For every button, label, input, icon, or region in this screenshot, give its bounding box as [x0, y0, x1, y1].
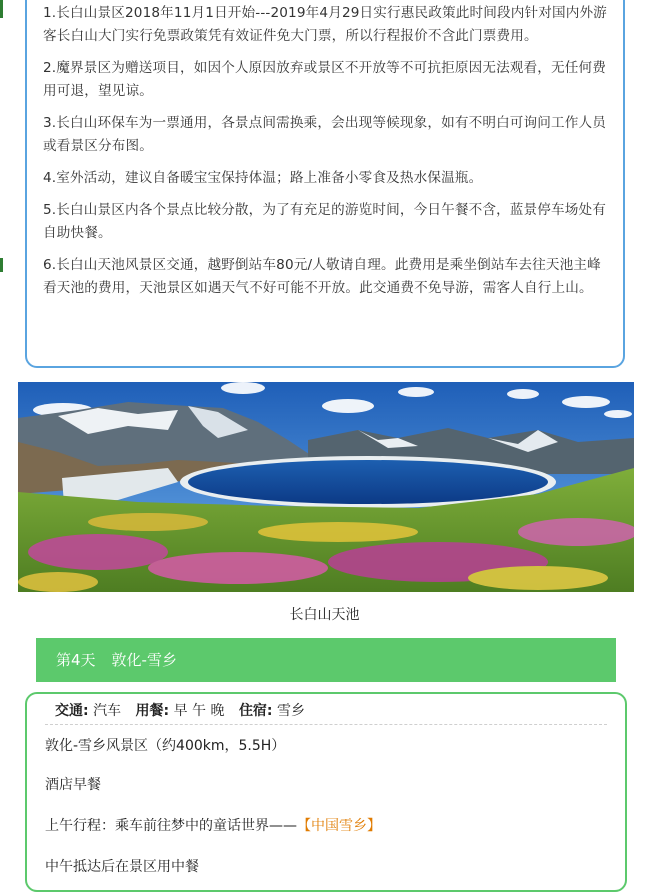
note-item: 3.长白山环保车为一票通用，各景点间需换乘，会出现等候现象，如有不明白可询问工作人员或看景区分布图。	[43, 115, 607, 154]
transport-value: 汽车	[93, 703, 122, 719]
lodging-value: 雪乡	[277, 703, 305, 719]
breakfast-line: 酒店早餐	[45, 777, 101, 793]
lodging-label: 住宿:	[238, 703, 273, 719]
note-item: 1.长白山景区2018年11月1日开始---2019年4月29日实行惠民政策此时间段内针对国内外游客长白山大门实行免票政策凭有效证件免大门票，所以行程报价不含此门票费用。	[43, 5, 607, 44]
meals-value: 早 午 晚	[173, 703, 225, 719]
note-item: 2.魔界景区为赠送项目，如因个人原因放弃或景区不开放等不可抗拒原因无法观看，无任何费用可退，望见谅。	[43, 60, 607, 99]
note-item: 4.室外活动，建议自备暖宝宝保持体温；路上准备小零食及热水保温瓶。	[43, 170, 483, 186]
destination-highlight: 【中国雪乡】	[297, 818, 381, 834]
morning-itinerary	[45, 817, 607, 835]
route-distance: 敦化-雪乡风景区（约400km，5.5H）	[45, 738, 286, 754]
notes-panel	[25, 0, 625, 368]
day-meta-row	[45, 694, 607, 725]
day-label: 第4天	[56, 651, 96, 669]
edge-marker	[0, 258, 3, 272]
lunch-line: 中午抵达后在景区用中餐	[45, 859, 199, 875]
day-route: 敦化-雪乡	[111, 651, 177, 669]
tianchi-lake-photo	[18, 382, 634, 592]
day-header	[36, 638, 616, 682]
transport-label: 交通:	[55, 703, 89, 719]
note-item: 6.长白山天池风景区交通，越野倒站车80元/人敬请自理。此费用是乘坐倒站车去往天池主峰看天池的费用，天池景区如遇天气不好可能不开放。此交通费不免导游，需客人自行上山。	[43, 257, 601, 296]
note-item: 5.长白山景区内各个景点比较分散，为了有充足的游览时间，今日午餐不含，蓝景停车场处有自助快餐。	[43, 202, 607, 241]
edge-marker	[0, 0, 3, 18]
photo-caption: 长白山天池	[289, 607, 360, 623]
morning-text: 上午行程：乘车前往梦中的童话世界——	[45, 818, 297, 834]
day-itinerary-panel	[25, 692, 627, 892]
meals-label: 用餐:	[135, 703, 170, 719]
